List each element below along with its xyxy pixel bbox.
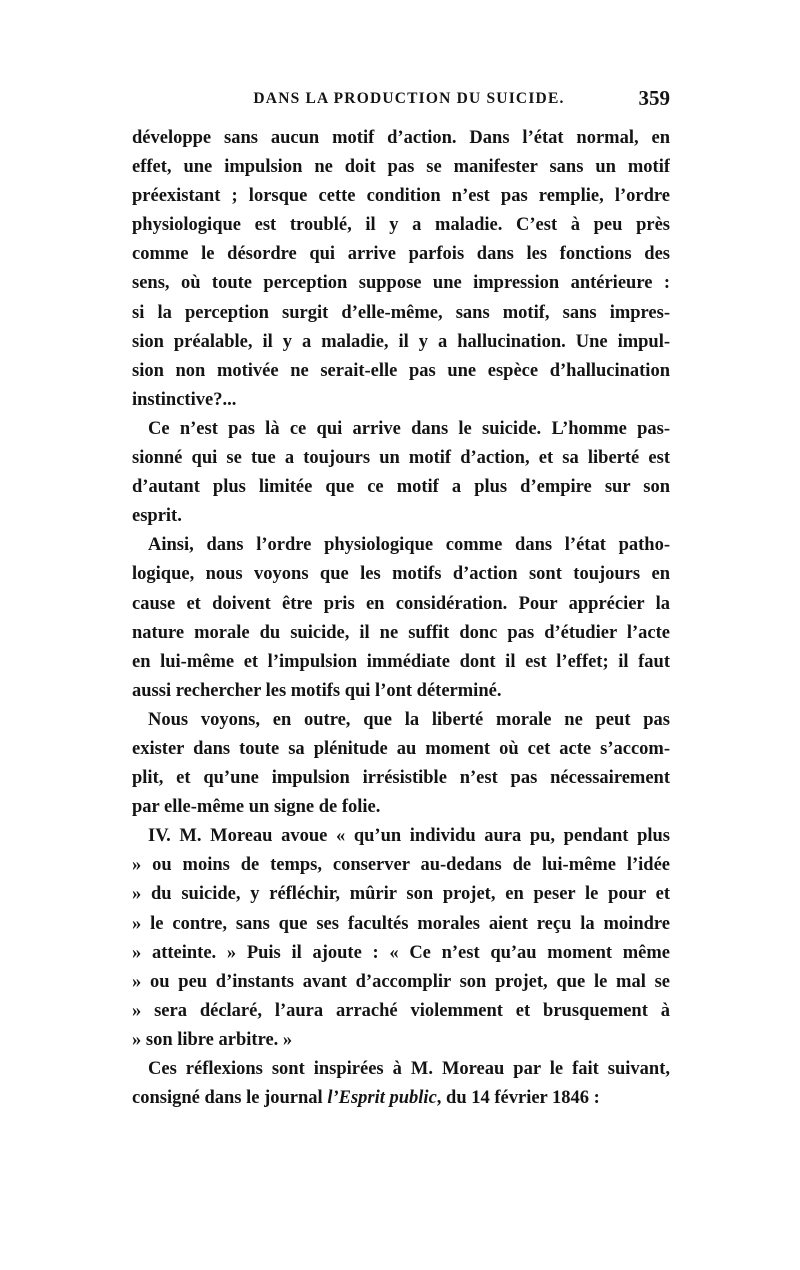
text-line: instinctive?... (132, 389, 237, 410)
text-line: nature morale du suicide, il ne suffit donc pas d’étudier l’acte (132, 622, 670, 643)
running-head (132, 86, 670, 116)
text-segment: , du 14 février 1846 : (436, 1088, 600, 1109)
quote-line: » le contre, sans que ses facultés morales aient reçu la moindre (132, 913, 670, 934)
text-line: esprit. (132, 506, 182, 527)
running-title: DANS LA PRODUCTION DU SUICIDE. (253, 90, 565, 107)
paragraph-start-line: Ainsi, dans l’ordre physiologique comme dans l’état patho- (148, 535, 670, 556)
text-line: préexistant ; lorsque cette condition n’est pas remplie, l’ordre (132, 186, 670, 207)
text-line: par elle-même un signe de folie. (132, 797, 381, 818)
quote-line: » atteinte. » Puis il ajoute : « Ce n’est qu’au moment même (132, 942, 670, 963)
quote-line: » son libre arbitre. » (132, 1029, 293, 1050)
text-line: si la perception surgit d’elle-même, sans motif, sans impres- (132, 302, 670, 323)
text-line: exister dans toute sa plénitude au moment où cet acte s’accom- (132, 738, 670, 759)
text-line: plit, et qu’une impulsion irrésistible n’est pas nécessairement (132, 768, 670, 789)
text-line: sion préalable, il y a maladie, il y a hallucination. Une impul- (132, 331, 670, 352)
text-line: en lui-même et l’impulsion immédiate dont il est l’effet; il faut (132, 651, 670, 672)
text-line: physiologique est troublé, il y a maladie. C’est à peu près (132, 215, 670, 236)
quote-line: » sera déclaré, l’aura arraché violemment et brusquement à (132, 1000, 670, 1021)
text-line: cause et doivent être pris en considération. Pour apprécier la (132, 593, 670, 614)
text-line: aussi rechercher les motifs qui l’ont déterminé. (132, 680, 502, 701)
text-line: logique, nous voyons que les motifs d’action sont toujours en (132, 564, 670, 585)
text-line-with-italic (132, 1084, 670, 1113)
quote-line: » ou peu d’instants avant d’accomplir son projet, que le mal se (132, 971, 670, 992)
text-line: sion non motivée ne serait-elle pas une espèce d’hallucination (132, 360, 670, 381)
text-line: d’autant plus limitée que ce motif a plus d’empire sur son (132, 477, 670, 498)
quote-line: » du suicide, y réfléchir, mûrir son projet, en peser le pour et (132, 884, 670, 905)
paragraph-start-line: Ces réflexions sont inspirées à M. Moreau par le fait suivant, (148, 1059, 670, 1079)
text-line: développe sans aucun motif d’action. Dans l’état normal, en (132, 128, 670, 148)
text-line: sionné qui se tue a toujours un motif d’action, et sa liberté est (132, 448, 670, 469)
body-text (132, 124, 670, 1113)
journal-title: l’Esprit public (327, 1088, 437, 1109)
text-line: sens, où toute perception suppose une impression antérieure : (132, 273, 670, 294)
page-number: 359 (638, 86, 670, 110)
text-segment: consigné dans le journal (132, 1088, 328, 1109)
text-line: comme le désordre qui arrive parfois dans les fonctions des (132, 244, 670, 265)
text-line: effet, une impulsion ne doit pas se manifester sans un motif (132, 157, 670, 178)
quote-line: » ou moins de temps, conserver au-dedans de lui-même l’idée (132, 855, 670, 876)
paragraph-start-line: Ce n’est pas là ce qui arrive dans le suicide. L’homme pas- (148, 418, 670, 439)
section-start-line: IV. M. Moreau avoue « qu’un individu aura pu, pendant plus (148, 826, 670, 847)
paragraph-start-line: Nous voyons, en outre, que la liberté morale ne peut pas (148, 709, 670, 730)
